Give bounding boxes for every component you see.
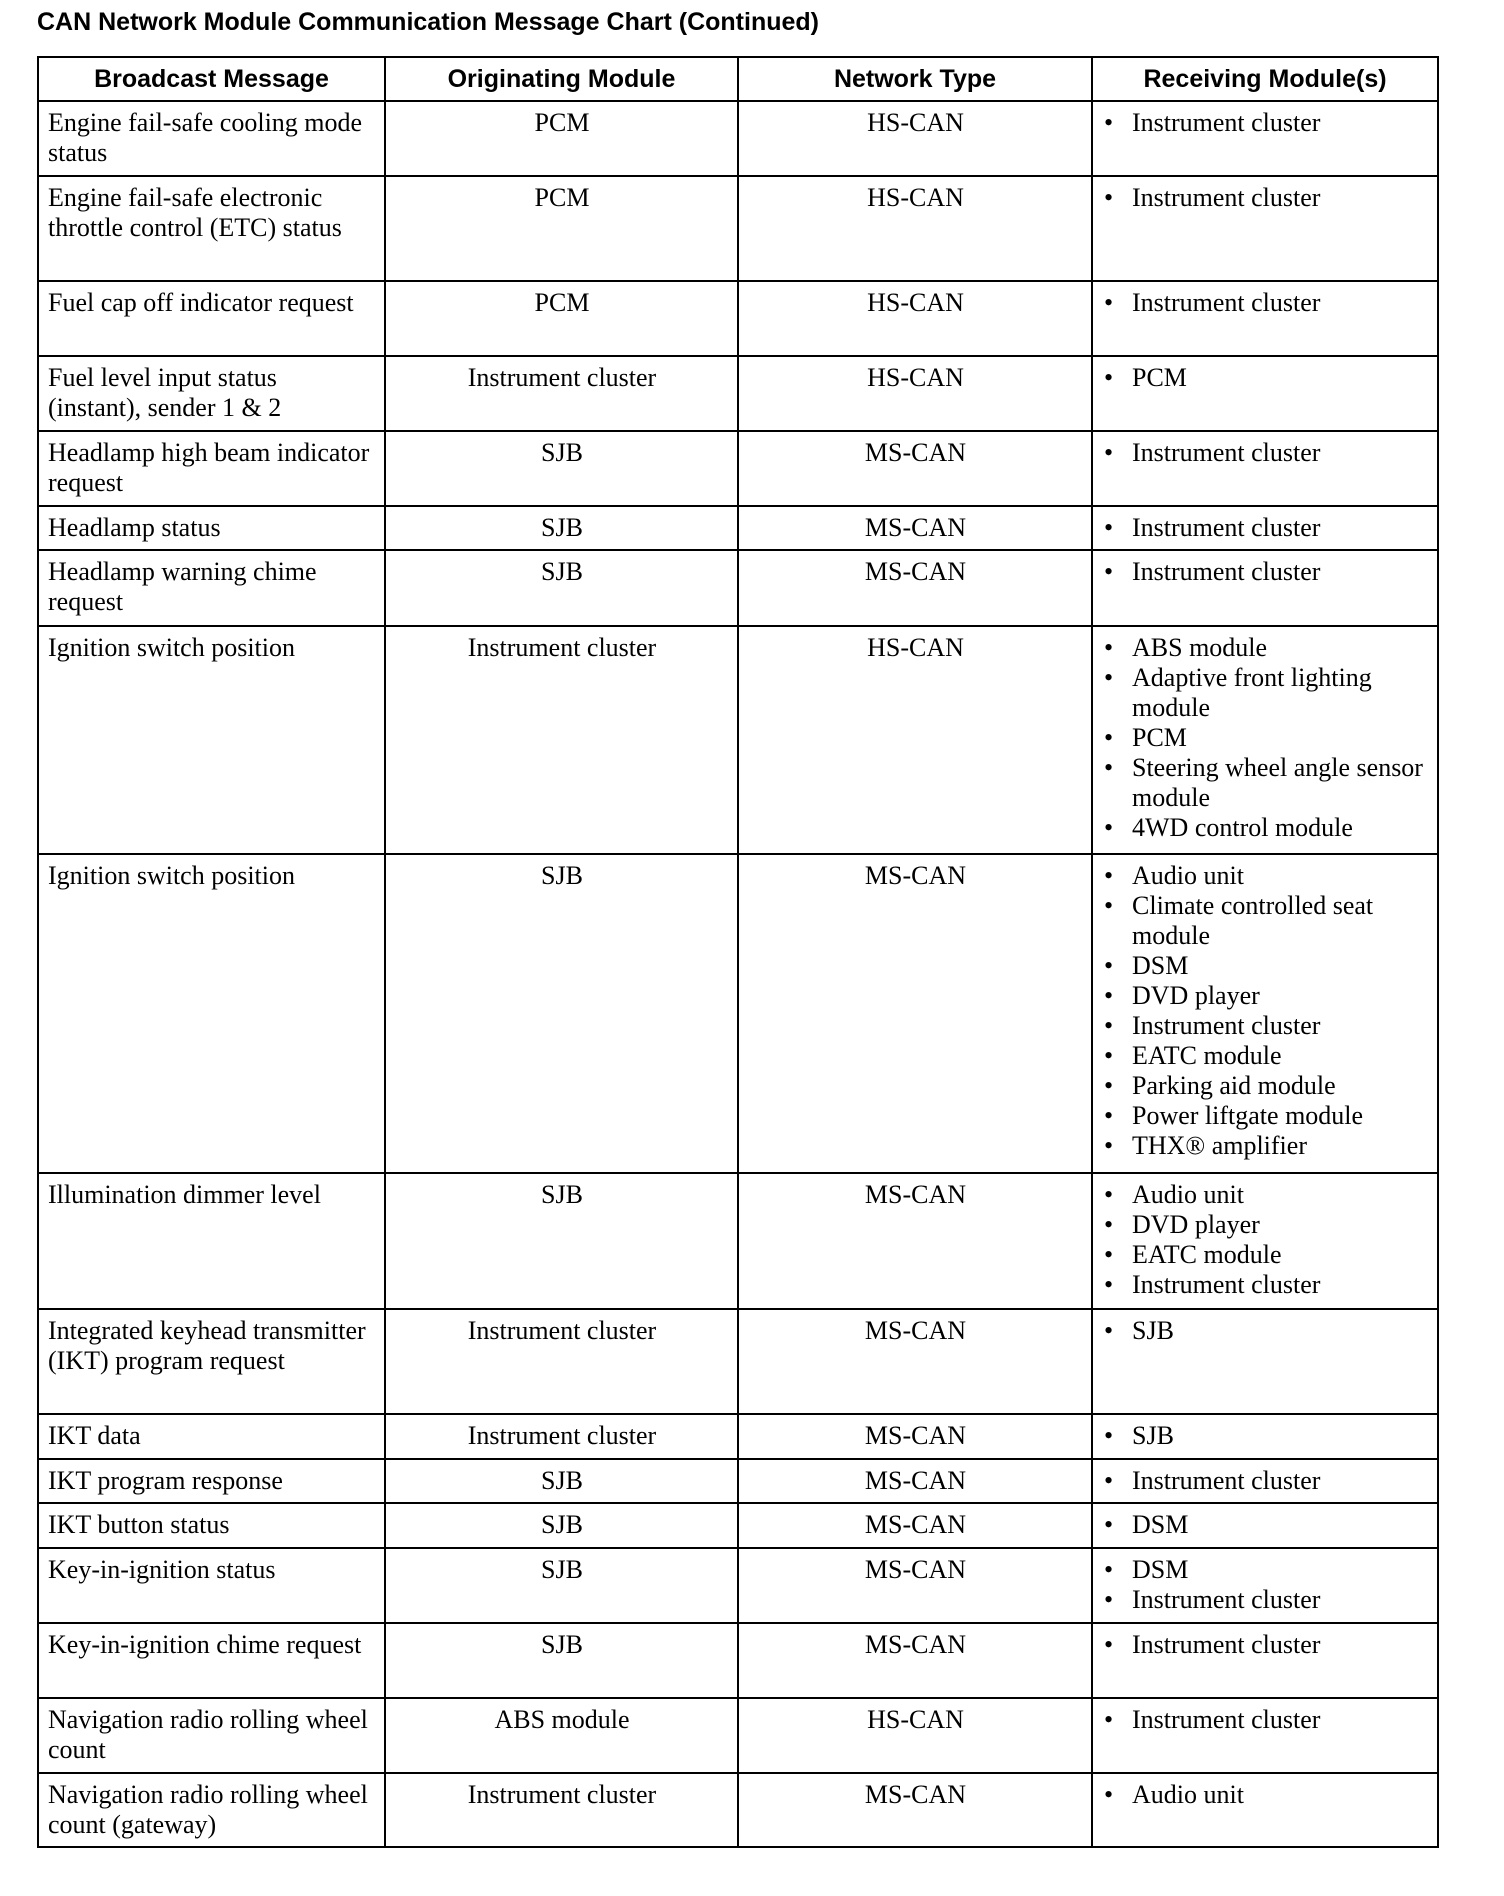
broadcast-message-cell — [38, 1414, 385, 1459]
receiving-module-item: • Instrument cluster — [1102, 1585, 1429, 1615]
receiving-modules-cell — [1092, 431, 1438, 506]
broadcast-message: Key-in-ignition chime request — [48, 1630, 362, 1659]
network-type-cell — [738, 1623, 1092, 1698]
network-type: MS-CAN — [864, 1555, 967, 1584]
network-type-cell — [738, 176, 1092, 281]
receiving-module-item: • Instrument cluster — [1102, 513, 1429, 543]
page-title: CAN Network Module Communication Message Chart (Continued) — [37, 8, 819, 36]
receiving-modules-list — [1102, 183, 1429, 213]
receiving-module-item: • Audio unit — [1102, 861, 1429, 891]
broadcast-message-cell — [38, 550, 385, 626]
network-type: MS-CAN — [864, 513, 967, 542]
network-type: MS-CAN — [864, 1180, 967, 1209]
network-type: HS-CAN — [867, 1705, 964, 1734]
receiving-module-item: • DSM — [1102, 1510, 1429, 1540]
network-type: HS-CAN — [867, 363, 964, 392]
receiving-module-item: • Power liftgate module — [1102, 1101, 1429, 1131]
table-row — [38, 854, 1438, 1173]
table-row — [38, 101, 1438, 176]
originating-module-cell — [385, 550, 738, 626]
receiving-module-item: • Climate controlled seat module — [1102, 891, 1429, 951]
receiving-modules-list — [1102, 288, 1429, 318]
receiving-module-item: • 4WD control module — [1102, 813, 1429, 843]
originating-module-cell — [385, 431, 738, 506]
broadcast-message-cell — [38, 506, 385, 550]
header-network-type: Network Type — [738, 57, 1092, 101]
network-type-cell — [738, 1414, 1092, 1459]
network-type-cell — [738, 626, 1092, 854]
originating-module-cell — [385, 1309, 738, 1414]
network-type: HS-CAN — [867, 183, 964, 212]
network-type-cell — [738, 281, 1092, 356]
network-type-cell — [738, 550, 1092, 626]
broadcast-message-cell — [38, 854, 385, 1173]
receiving-modules-cell — [1092, 1503, 1438, 1548]
broadcast-message-cell — [38, 1459, 385, 1503]
receiving-modules-cell — [1092, 506, 1438, 550]
originating-module: SJB — [541, 1555, 583, 1584]
header-receiving-modules: Receiving Module(s) — [1092, 57, 1438, 101]
originating-module: SJB — [541, 1510, 583, 1539]
broadcast-message: IKT program response — [48, 1466, 283, 1495]
table-row — [38, 1309, 1438, 1414]
table-row — [38, 356, 1438, 431]
originating-module: Instrument cluster — [467, 1316, 657, 1345]
receiving-modules-list — [1102, 1180, 1429, 1300]
header-broadcast-message: Broadcast Message — [38, 57, 385, 101]
broadcast-message: Key-in-ignition status — [48, 1555, 276, 1584]
receiving-modules-cell — [1092, 176, 1438, 281]
network-type-cell — [738, 1503, 1092, 1548]
network-type: MS-CAN — [864, 1630, 967, 1659]
broadcast-message-cell — [38, 1503, 385, 1548]
broadcast-message-cell — [38, 176, 385, 281]
originating-module: PCM — [534, 288, 590, 317]
network-type: HS-CAN — [867, 633, 964, 662]
receiving-module-item: • ABS module — [1102, 633, 1429, 663]
broadcast-message: Ignition switch position — [48, 861, 295, 890]
receiving-modules-list — [1102, 1510, 1429, 1540]
broadcast-message: Navigation radio rolling wheel count — [48, 1705, 368, 1764]
network-type: MS-CAN — [864, 1780, 967, 1809]
receiving-module-item: • THX® amplifier — [1102, 1131, 1429, 1161]
receiving-module-item: • DSM — [1102, 951, 1429, 981]
table-row — [38, 626, 1438, 854]
receiving-modules-list — [1102, 1780, 1429, 1810]
originating-module-cell — [385, 1623, 738, 1698]
broadcast-message: Illumination dimmer level — [48, 1180, 321, 1209]
table-row — [38, 1503, 1438, 1548]
originating-module: SJB — [541, 438, 583, 467]
network-type-cell — [738, 1173, 1092, 1309]
receiving-modules-list — [1102, 108, 1429, 138]
originating-module-cell — [385, 626, 738, 854]
network-type: HS-CAN — [867, 108, 964, 137]
originating-module-cell — [385, 1459, 738, 1503]
receiving-modules-list — [1102, 557, 1429, 587]
receiving-modules-list — [1102, 438, 1429, 468]
broadcast-message: Headlamp high beam indicator request — [48, 438, 370, 497]
receiving-modules-cell — [1092, 281, 1438, 356]
receiving-module-item: • Steering wheel angle sensor module — [1102, 753, 1429, 813]
table-row — [38, 506, 1438, 550]
receiving-modules-cell — [1092, 1548, 1438, 1623]
receiving-modules-list — [1102, 363, 1429, 393]
broadcast-message-cell — [38, 1309, 385, 1414]
broadcast-message: Fuel cap off indicator request — [48, 288, 354, 317]
network-type-cell — [738, 1698, 1092, 1773]
originating-module: SJB — [541, 861, 583, 890]
receiving-module-item: • Instrument cluster — [1102, 1705, 1429, 1735]
broadcast-message: Ignition switch position — [48, 633, 295, 662]
broadcast-message: Navigation radio rolling wheel count (gateway) — [48, 1780, 368, 1839]
receiving-module-item: • Instrument cluster — [1102, 1466, 1429, 1496]
broadcast-message: IKT data — [48, 1421, 141, 1450]
broadcast-message-cell — [38, 1773, 385, 1847]
table-row — [38, 1414, 1438, 1459]
receiving-modules-list — [1102, 861, 1429, 1161]
originating-module-cell — [385, 854, 738, 1173]
network-type: MS-CAN — [864, 1316, 967, 1345]
network-type-cell — [738, 854, 1092, 1173]
network-type-cell — [738, 431, 1092, 506]
originating-module: Instrument cluster — [467, 1780, 657, 1809]
message-chart-table — [37, 56, 1439, 1848]
receiving-module-item: • DVD player — [1102, 1210, 1429, 1240]
originating-module-cell — [385, 1173, 738, 1309]
originating-module-cell — [385, 101, 738, 176]
originating-module: ABS module — [494, 1705, 630, 1734]
originating-module-cell — [385, 281, 738, 356]
receiving-modules-cell — [1092, 1623, 1438, 1698]
receiving-module-item: • Instrument cluster — [1102, 1630, 1429, 1660]
receiving-module-item: • Instrument cluster — [1102, 1270, 1429, 1300]
receiving-modules-cell — [1092, 854, 1438, 1173]
table-row — [38, 1173, 1438, 1309]
network-type-cell — [738, 1773, 1092, 1847]
receiving-module-item: • Instrument cluster — [1102, 557, 1429, 587]
receiving-module-item: • EATC module — [1102, 1041, 1429, 1071]
receiving-modules-cell — [1092, 1309, 1438, 1414]
receiving-modules-cell — [1092, 101, 1438, 176]
originating-module: PCM — [534, 108, 590, 137]
originating-module: SJB — [541, 513, 583, 542]
table-row — [38, 1548, 1438, 1623]
receiving-modules-list — [1102, 513, 1429, 543]
table-row — [38, 1773, 1438, 1847]
broadcast-message-cell — [38, 1623, 385, 1698]
originating-module: Instrument cluster — [467, 1421, 657, 1450]
broadcast-message: Fuel level input status (instant), sender 1 & 2 — [48, 363, 282, 422]
broadcast-message: Engine fail-safe cooling mode status — [48, 108, 363, 167]
receiving-module-item: • DSM — [1102, 1555, 1429, 1585]
originating-module: Instrument cluster — [467, 363, 657, 392]
receiving-module-item: • Instrument cluster — [1102, 108, 1429, 138]
receiving-modules-list — [1102, 1316, 1429, 1346]
receiving-module-item: • SJB — [1102, 1316, 1429, 1346]
originating-module-cell — [385, 1773, 738, 1847]
table-row — [38, 281, 1438, 356]
receiving-modules-cell — [1092, 1414, 1438, 1459]
receiving-module-item: • PCM — [1102, 723, 1429, 753]
originating-module: SJB — [541, 1466, 583, 1495]
originating-module-cell — [385, 1548, 738, 1623]
receiving-modules-list — [1102, 633, 1429, 843]
receiving-module-item: • DVD player — [1102, 981, 1429, 1011]
table-row — [38, 431, 1438, 506]
network-type: HS-CAN — [867, 288, 964, 317]
network-type-cell — [738, 506, 1092, 550]
receiving-modules-cell — [1092, 550, 1438, 626]
broadcast-message-cell — [38, 431, 385, 506]
receiving-module-item: • PCM — [1102, 363, 1429, 393]
receiving-module-item: • Instrument cluster — [1102, 438, 1429, 468]
originating-module-cell — [385, 1414, 738, 1459]
receiving-modules-cell — [1092, 1698, 1438, 1773]
originating-module: PCM — [534, 183, 590, 212]
broadcast-message-cell — [38, 1698, 385, 1773]
originating-module-cell — [385, 1698, 738, 1773]
table-header-row — [38, 57, 1438, 101]
receiving-module-item: • Audio unit — [1102, 1180, 1429, 1210]
receiving-modules-cell — [1092, 1773, 1438, 1847]
network-type: MS-CAN — [864, 1466, 967, 1495]
originating-module: SJB — [541, 1180, 583, 1209]
receiving-modules-cell — [1092, 1173, 1438, 1309]
originating-module: SJB — [541, 1630, 583, 1659]
table-row — [38, 550, 1438, 626]
network-type-cell — [738, 1548, 1092, 1623]
receiving-modules-list — [1102, 1630, 1429, 1660]
broadcast-message-cell — [38, 281, 385, 356]
network-type: MS-CAN — [864, 557, 967, 586]
originating-module: SJB — [541, 557, 583, 586]
network-type: MS-CAN — [864, 1510, 967, 1539]
network-type: MS-CAN — [864, 861, 967, 890]
broadcast-message: IKT button status — [48, 1510, 230, 1539]
receiving-module-item: • Adaptive front lighting module — [1102, 663, 1429, 723]
originating-module-cell — [385, 356, 738, 431]
receiving-module-item: • Instrument cluster — [1102, 288, 1429, 318]
network-type: MS-CAN — [864, 438, 967, 467]
table-body — [38, 101, 1438, 1847]
receiving-module-item: • SJB — [1102, 1421, 1429, 1451]
broadcast-message: Headlamp warning chime request — [48, 557, 317, 616]
receiving-modules-list — [1102, 1466, 1429, 1496]
broadcast-message-cell — [38, 356, 385, 431]
header-originating-module: Originating Module — [385, 57, 738, 101]
receiving-module-item: • Instrument cluster — [1102, 1011, 1429, 1041]
broadcast-message: Engine fail-safe electronic throttle control (ETC) status — [48, 183, 342, 242]
network-type-cell — [738, 356, 1092, 431]
broadcast-message: Integrated keyhead transmitter (IKT) program request — [48, 1316, 366, 1375]
table-row — [38, 1698, 1438, 1773]
table-row — [38, 1623, 1438, 1698]
originating-module-cell — [385, 1503, 738, 1548]
receiving-modules-list — [1102, 1555, 1429, 1615]
broadcast-message-cell — [38, 101, 385, 176]
broadcast-message-cell — [38, 1173, 385, 1309]
receiving-modules-cell — [1092, 626, 1438, 854]
receiving-module-item: • Parking aid module — [1102, 1071, 1429, 1101]
table-row — [38, 176, 1438, 281]
table-row — [38, 1459, 1438, 1503]
originating-module-cell — [385, 506, 738, 550]
receiving-modules-cell — [1092, 1459, 1438, 1503]
receiving-modules-cell — [1092, 356, 1438, 431]
network-type-cell — [738, 101, 1092, 176]
receiving-module-item: • Audio unit — [1102, 1780, 1429, 1810]
broadcast-message-cell — [38, 1548, 385, 1623]
originating-module: Instrument cluster — [467, 633, 657, 662]
receiving-module-item: • EATC module — [1102, 1240, 1429, 1270]
originating-module-cell — [385, 176, 738, 281]
network-type-cell — [738, 1309, 1092, 1414]
receiving-module-item: • Instrument cluster — [1102, 183, 1429, 213]
broadcast-message-cell — [38, 626, 385, 854]
receiving-modules-list — [1102, 1705, 1429, 1735]
receiving-modules-list — [1102, 1421, 1429, 1451]
network-type-cell — [738, 1459, 1092, 1503]
network-type: MS-CAN — [864, 1421, 967, 1450]
broadcast-message: Headlamp status — [48, 513, 221, 542]
